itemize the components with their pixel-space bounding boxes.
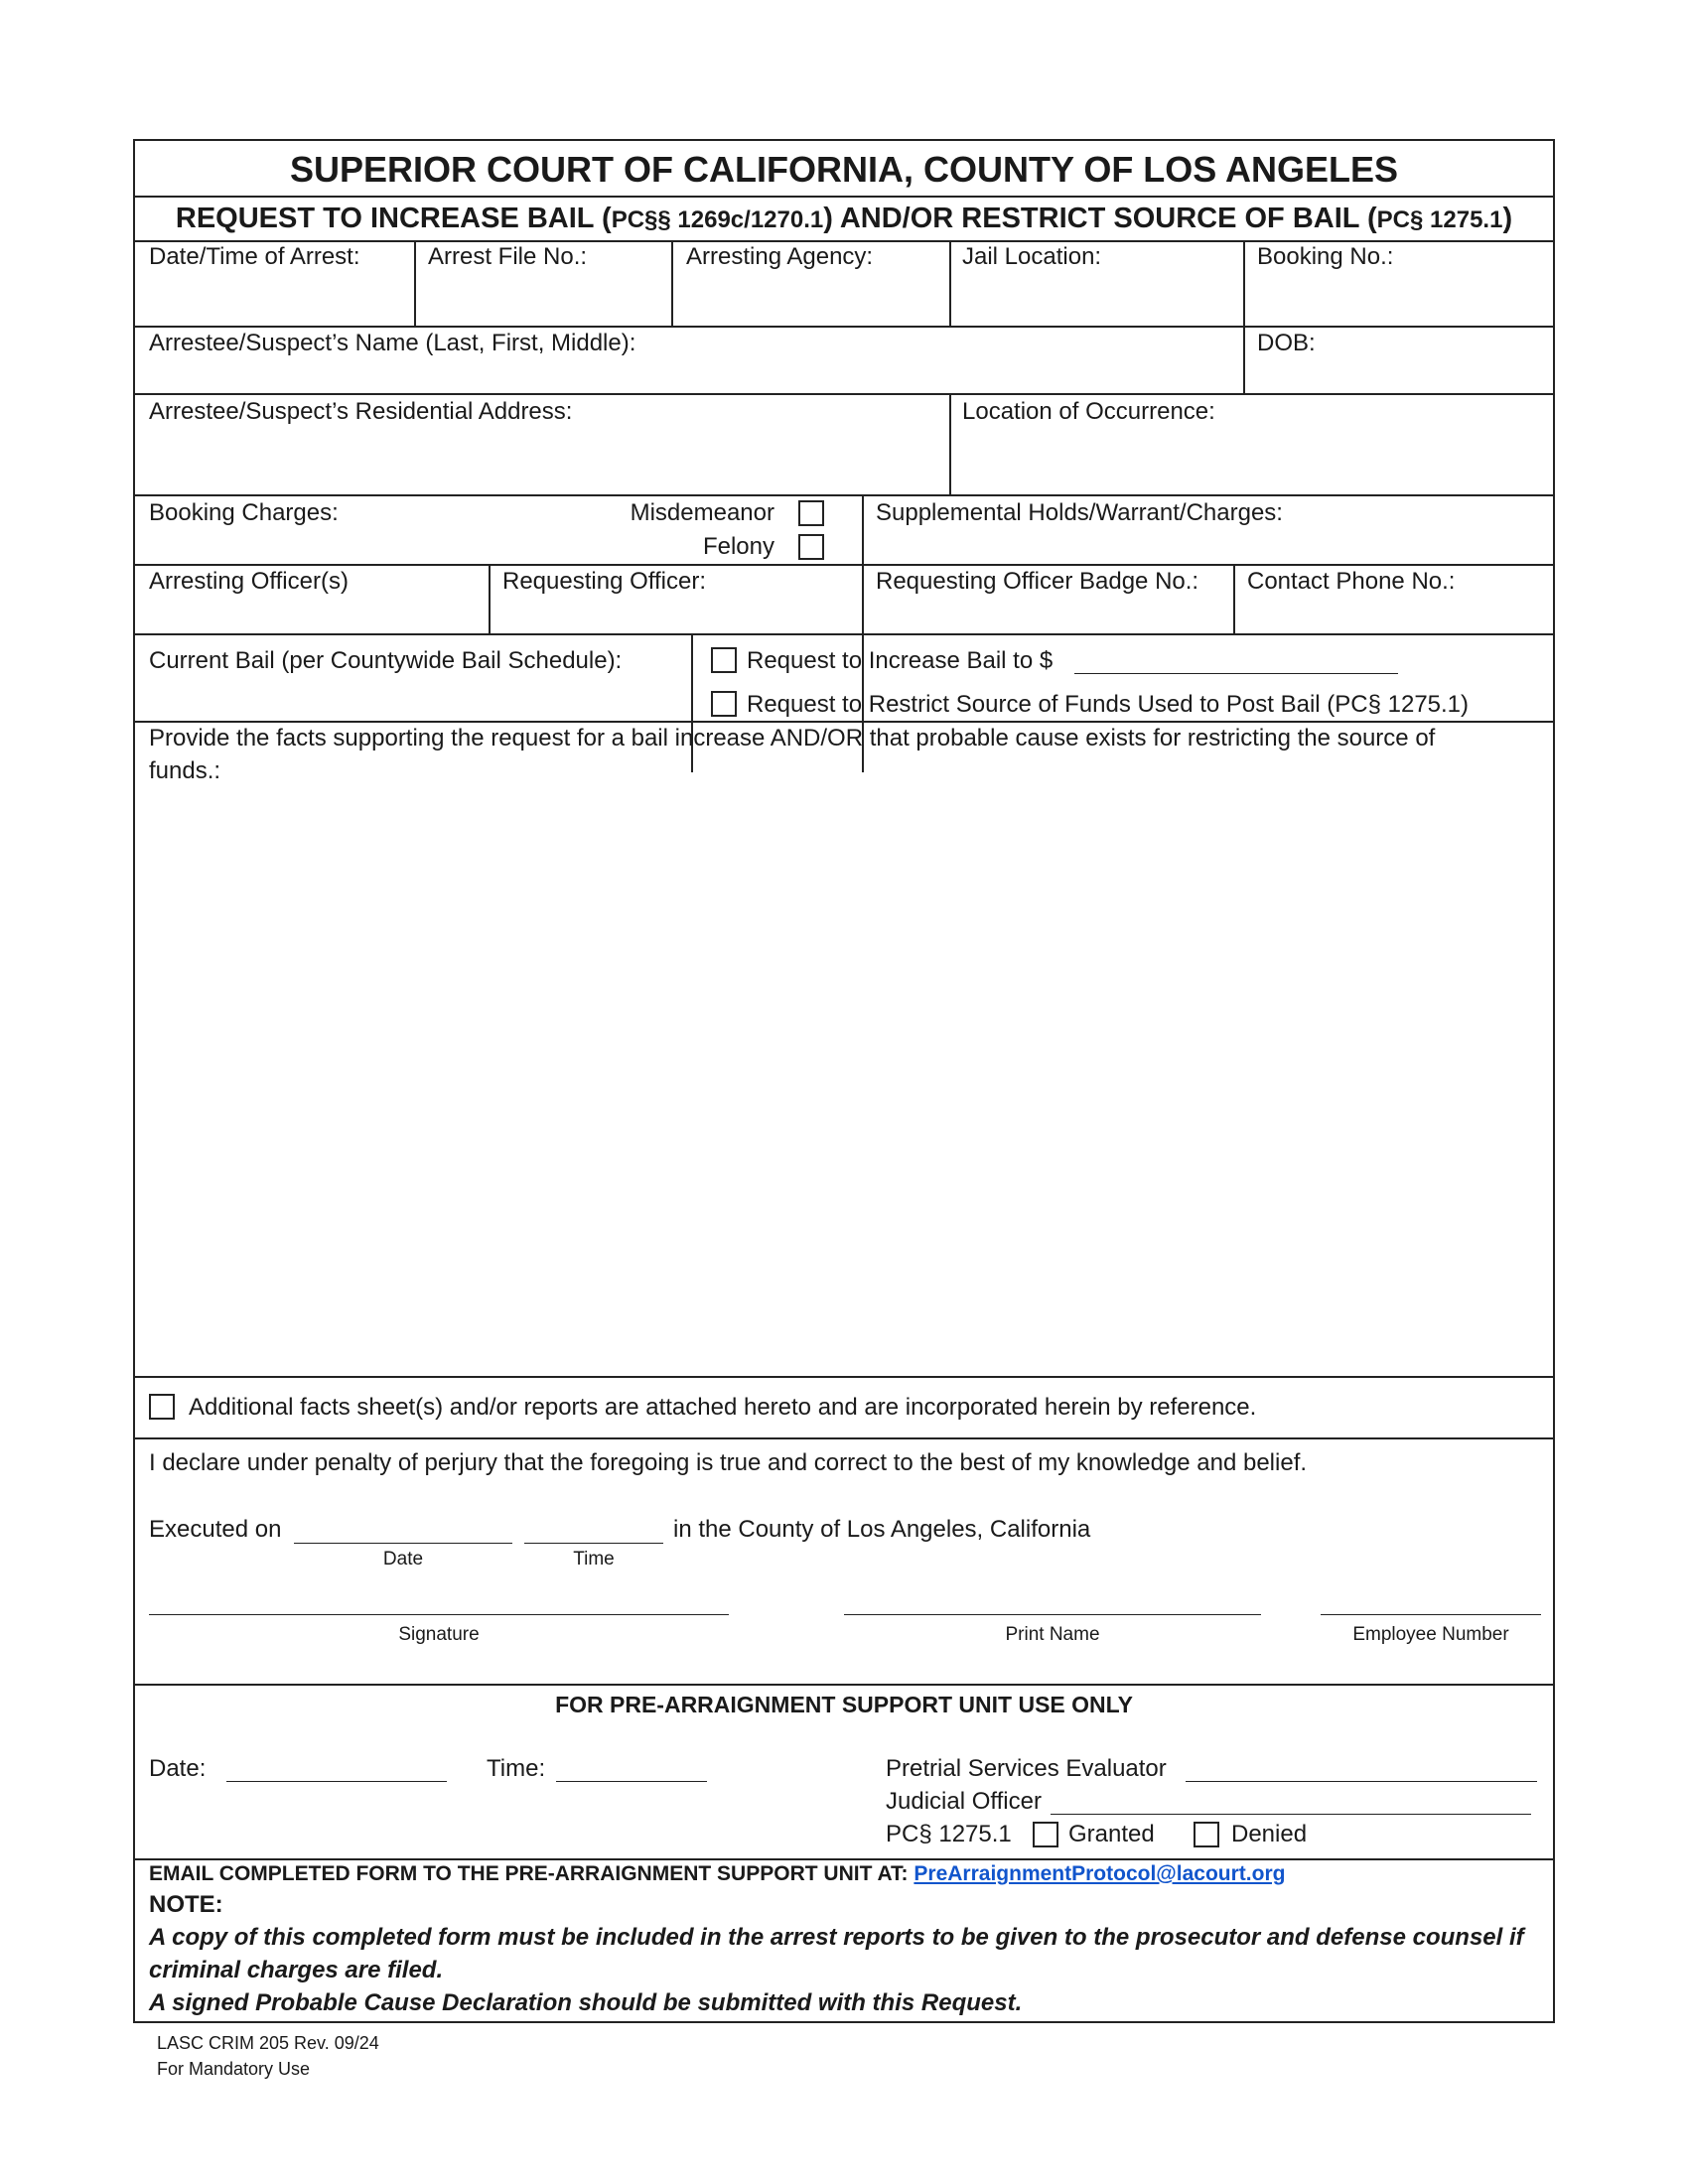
judicial-officer-field[interactable]: [1051, 1814, 1531, 1815]
form-number: LASC CRIM 205 Rev. 09/24: [157, 2033, 379, 2053]
form-title: REQUEST TO INCREASE BAIL (PC§§ 1269c/1270.1) AND/OR RESTRICT SOURCE OF BAIL (PC§ 1275.1): [175, 203, 1513, 234]
pas-time-label: Time:: [487, 1755, 546, 1782]
divider: [414, 240, 416, 326]
divider: [135, 326, 1553, 328]
arrestee-name-label: Arrestee/Suspect’s Name (Last, First, Middle):: [149, 330, 636, 356]
signature-caption: Signature: [398, 1624, 480, 1645]
email-link[interactable]: PreArraignmentProtocol@lacourt.org: [914, 1862, 1286, 1885]
divider: [1233, 564, 1235, 633]
date-caption: Date: [382, 1549, 424, 1570]
arrest-file-no-label: Arrest File No.:: [428, 243, 588, 270]
booking-no-label: Booking No.:: [1257, 243, 1394, 270]
pas-date-field[interactable]: [226, 1781, 447, 1782]
pas-time-field[interactable]: [556, 1781, 707, 1782]
bail-request-form: [133, 139, 1555, 2023]
note-label: NOTE:: [149, 1891, 223, 1918]
attachments-label: Additional facts sheet(s) and/or reports are attached hereto and are incorporated herein by reference.: [189, 1394, 1257, 1421]
time-caption: Time: [573, 1549, 615, 1570]
declaration-statement: I declare under penalty of perjury that the foregoing is true and correct to the best of my knowledge and belief.: [149, 1449, 1308, 1476]
note-line3: A signed Probable Cause Declaration should be submitted with this Request.: [149, 1989, 1023, 2016]
granted-checkbox[interactable]: [1033, 1822, 1058, 1847]
signature-field[interactable]: [149, 1614, 729, 1615]
email-instruction: EMAIL COMPLETED FORM TO THE PRE-ARRAIGNMENT SUPPORT UNIT AT: PreArraignmentProtocol@lacourt.org: [149, 1862, 1286, 1885]
facts-textarea[interactable]: [149, 796, 1539, 1376]
dob-label: DOB:: [1257, 330, 1316, 356]
note-line2: criminal charges are filed.: [149, 1957, 444, 1983]
denied-label: Denied: [1231, 1821, 1308, 1847]
in-county-label: in the County of Los Angeles, California: [673, 1516, 1091, 1543]
location-occurrence-label: Location of Occurrence:: [962, 398, 1215, 425]
arresting-officers-label: Arresting Officer(s): [149, 568, 349, 595]
print-name-caption: Print Name: [1005, 1624, 1100, 1645]
increase-bail-checkbox[interactable]: [711, 647, 737, 673]
employee-number-field[interactable]: [1321, 1614, 1541, 1615]
divider: [135, 1376, 1553, 1378]
current-bail-label: Current Bail (per Countywide Bail Schedule):: [149, 647, 623, 674]
increase-bail-label: Request to Increase Bail to $: [747, 647, 1054, 674]
divider: [135, 494, 1553, 496]
divider: [135, 1858, 1553, 1860]
divider: [135, 1437, 1553, 1439]
misdemeanor-label: Misdemeanor: [630, 499, 774, 526]
residential-address-label: Arrestee/Suspect’s Residential Address:: [149, 398, 573, 425]
executed-on-label: Executed on: [149, 1516, 282, 1543]
note-line1: A copy of this completed form must be included in the arrest reports to be given to the prosecutor and defense counsel if: [149, 1924, 1524, 1951]
attachments-checkbox[interactable]: [149, 1394, 175, 1420]
divider: [1243, 240, 1245, 393]
felony-checkbox[interactable]: [798, 534, 824, 560]
restrict-source-checkbox[interactable]: [711, 691, 737, 717]
supplemental-holds-label: Supplemental Holds/Warrant/Charges:: [876, 499, 1283, 526]
court-title: SUPERIOR COURT OF CALIFORNIA, COUNTY OF LOS ANGELES: [289, 149, 1399, 190]
divider: [135, 240, 1553, 242]
restrict-source-label: Request to Restrict Source of Funds Used to Post Bail (PC§ 1275.1): [747, 691, 1470, 718]
divider: [671, 240, 673, 326]
pc-1275-label: PC§ 1275.1: [886, 1821, 1012, 1847]
facts-prompt-line2: funds.:: [149, 757, 221, 784]
pas-date-label: Date:: [149, 1755, 207, 1782]
misdemeanor-checkbox[interactable]: [798, 500, 824, 526]
facts-prompt-line1: Provide the facts supporting the request for a bail increase AND/OR that probable cause exists for restricting the source of: [149, 725, 1436, 751]
divider: [135, 196, 1553, 198]
divider: [135, 633, 1553, 635]
divider: [135, 1684, 1553, 1686]
divider: [949, 393, 951, 494]
divider: [135, 393, 1553, 395]
form-usage: For Mandatory Use: [157, 2059, 311, 2079]
pre-arraignment-heading: FOR PRE-ARRAIGNMENT SUPPORT UNIT USE ONLY: [555, 1692, 1133, 1717]
judicial-officer-label: Judicial Officer: [886, 1788, 1042, 1815]
executed-date-field[interactable]: [294, 1543, 512, 1544]
evaluator-field[interactable]: [1186, 1781, 1537, 1782]
executed-time-field[interactable]: [524, 1543, 663, 1544]
increase-bail-amount-field[interactable]: [1074, 673, 1398, 674]
employee-number-caption: Employee Number: [1352, 1624, 1509, 1645]
divider: [135, 564, 1553, 566]
date-time-arrest-label: Date/Time of Arrest:: [149, 243, 360, 270]
arresting-agency-label: Arresting Agency:: [686, 243, 874, 270]
badge-no-label: Requesting Officer Badge No.:: [876, 568, 1199, 595]
denied-checkbox[interactable]: [1194, 1822, 1219, 1847]
evaluator-label: Pretrial Services Evaluator: [886, 1755, 1167, 1782]
divider: [489, 564, 491, 633]
divider: [135, 721, 1553, 723]
print-name-field[interactable]: [844, 1614, 1261, 1615]
jail-location-label: Jail Location:: [962, 243, 1102, 270]
divider: [949, 240, 951, 326]
felony-label: Felony: [702, 533, 774, 560]
granted-label: Granted: [1068, 1821, 1155, 1847]
booking-charges-label: Booking Charges:: [149, 499, 339, 526]
requesting-officer-label: Requesting Officer:: [502, 568, 706, 595]
contact-phone-label: Contact Phone No.:: [1247, 568, 1456, 595]
